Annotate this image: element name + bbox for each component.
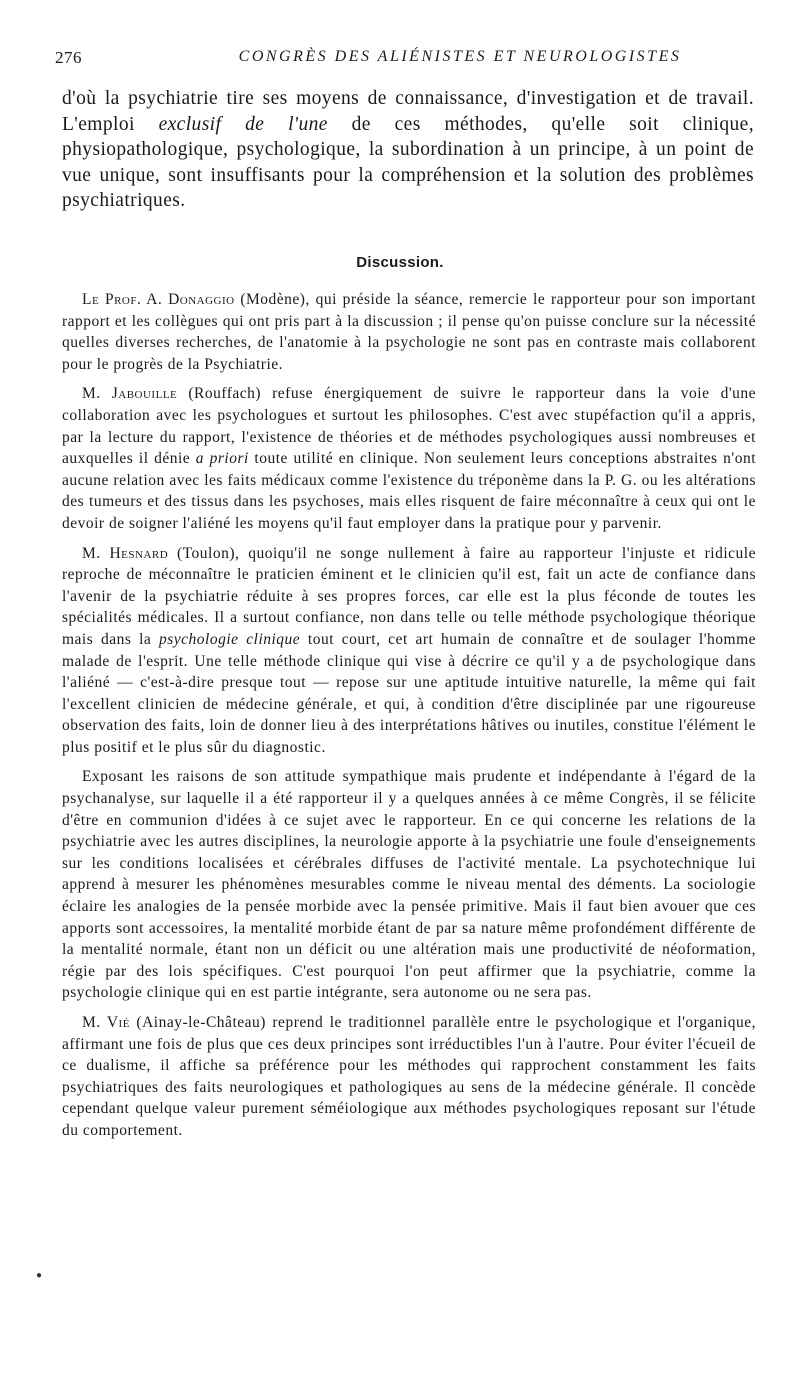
paragraph-text-a: (Toulon), quoiqu'il ne songe nullement à faire au rapporteur l'injuste et ridicule reproche de méconnaître le praticien éminent et le clinicien qu'il est, fait un acte de confiance dans l'avenir de la psychiatrie réduite à ses propres forces, car elle est la plus féconde de toutes les spécialités médicales. Il a surtout confiance, non dans telle ou telle méthode psychologique théorique mais dans la — [62, 544, 756, 648]
paragraph-text-a: (Rouffach) refuse énergiquement de suivre le rapporteur dans la voie d'une collaboration avec les psychologues et surtout les philosophes. C'est avec stupéfaction qu'il a appris, par la lecture du rapport, l'existence de théories et de méthodes psychologiques aussi nombreuses et auxquelles il dénie — [62, 385, 756, 468]
speaker-name: Le Prof. A. Donaggio — [82, 291, 235, 308]
speaker-name: M. Jabouille — [82, 385, 178, 403]
page-number: 276 — [55, 48, 82, 67]
paragraph-donaggio — [62, 289, 756, 375]
paragraph-text-b: toute utilité en clinique. Non seulement leurs conceptions abstraites n'ont aucune relation avec les faits médicaux comme l'existence du tréponème dans la P. G. ou les altérations des tumeurs et des tissus dans les psychoses, mais elles risquent de faire méconnaître à ceux qui ont le devoir de soigner l'aliéné les moyens qu'il faut employer dans la pratique pour y parvenir. — [62, 450, 756, 532]
speaker-name: M. Vié — [82, 1014, 130, 1031]
intro-text-a: d'où la psychiatrie tire ses moyens de connaissance, d'investigation et de travail. L'emploi — [62, 88, 754, 135]
paragraph-vie — [62, 1012, 756, 1142]
margin-dot-mark: ● — [36, 1270, 43, 1281]
discussion-body — [62, 289, 756, 1150]
running-title: CONGRÈS DES ALIÉNISTES ET NEUROLOGISTES — [238, 48, 682, 65]
intro-emphasis: exclusif de l'une — [158, 113, 328, 135]
paragraph-hesnard-continued: Exposant les raisons de son attitude sympathique mais prudente et indépendante à l'égard de la psychanalyse, sur laquelle il a été rapporteur il y a quelques années à ce même Congrès, il se félicite d'être en communion d'idées à ce sujet avec le rapporteur. En ce qui concerne les relations de la psychiatrie avec les autres disciplines, la neurologie apporte à la psychiatrie une foule d'enseignements sur les conditions localisées et cérébrales diffuses de l'activité mentale. La psychotechnique lui apprend à mesurer les phénomènes mesurables comme le niveau mental des déments. La sociologie éclaire les analogies de la pensée morbide avec la pensée primitive. Mais il faut bien avouer que ces apports sont accessoires, la mentalité morbide étant de par sa nature même profondément différente de la mentalité normale, étant non un déficit ou une altération mais une productivité de néoformation, régie par des lois spécifiques. C'est pourquoi l'on peut affirmer que la psychiatrie, comme la psychologie clinique qui en est partie intégrante, sera autonome ou ne sera pas. — [62, 768, 756, 1002]
discussion-heading: Discussion. — [356, 254, 444, 271]
paragraph-text: (Modène), qui préside la séance, remercie le rapporteur pour son important rapport et les collègues qui ont pris part à la discussion ; il pense qu'on puisse conclure sur la nécessité quelles diverses recherches, de l'anatomie à la psychologie ne sont pas en contraste mais collaborent pour le progrès de la Psychiatrie. — [62, 291, 756, 373]
running-head — [55, 48, 765, 72]
paragraph-text: (Ainay-le-Château) reprend le traditionnel parallèle entre le psychologique et l'organique, affirmant une fois de plus que ces deux principes sont irréductibles l'un à l'autre. Pour éviter l'écueil de ce dualisme, il affiche sa préférence pour les méthodes qui rapprochent constamment les faits psychiatriques des faits neurologiques et pathologiques au sens de la médecine générale. Il concède cependant quelque valeur purement séméiologique aux méthodes psychologiques reposant sur l'étude du comportement. — [62, 1014, 756, 1139]
intro-text-b: de ces méthodes, qu'elle soit clinique, physiopathologique, psychologique, la subordination à un principe, à un point de vue unique, sont insuffisants pour la compréhension et la solution des problèmes psychiatriques. — [62, 113, 755, 211]
intro-paragraph — [62, 86, 754, 214]
speaker-name: M. Hesnard — [82, 544, 169, 562]
paragraph-jabouille — [62, 383, 756, 534]
paragraph-emphasis: a priori — [195, 450, 249, 468]
paragraph-text-b: tout court, cet art humain de connaître et de soulager l'homme malade de l'esprit. Une telle méthode clinique qui vise à décrire ce qu'il y a de psychologique dans l'aliéné — c'est-à-dire presque tout — repose sur une aptitude intuitive naturelle, la même qui fait l'excellent clinicien de médecine générale, et qui, à condition d'être disciplinée par une rigoureuse observation des faits, loin de donner lieu à des interprétations hâtives ou inutiles, constitue l'élément le plus positif et le plus sûr du diagnostic. — [62, 630, 757, 756]
paragraph-hesnard — [62, 543, 756, 759]
paragraph-emphasis: psychologie clinique — [159, 630, 301, 648]
